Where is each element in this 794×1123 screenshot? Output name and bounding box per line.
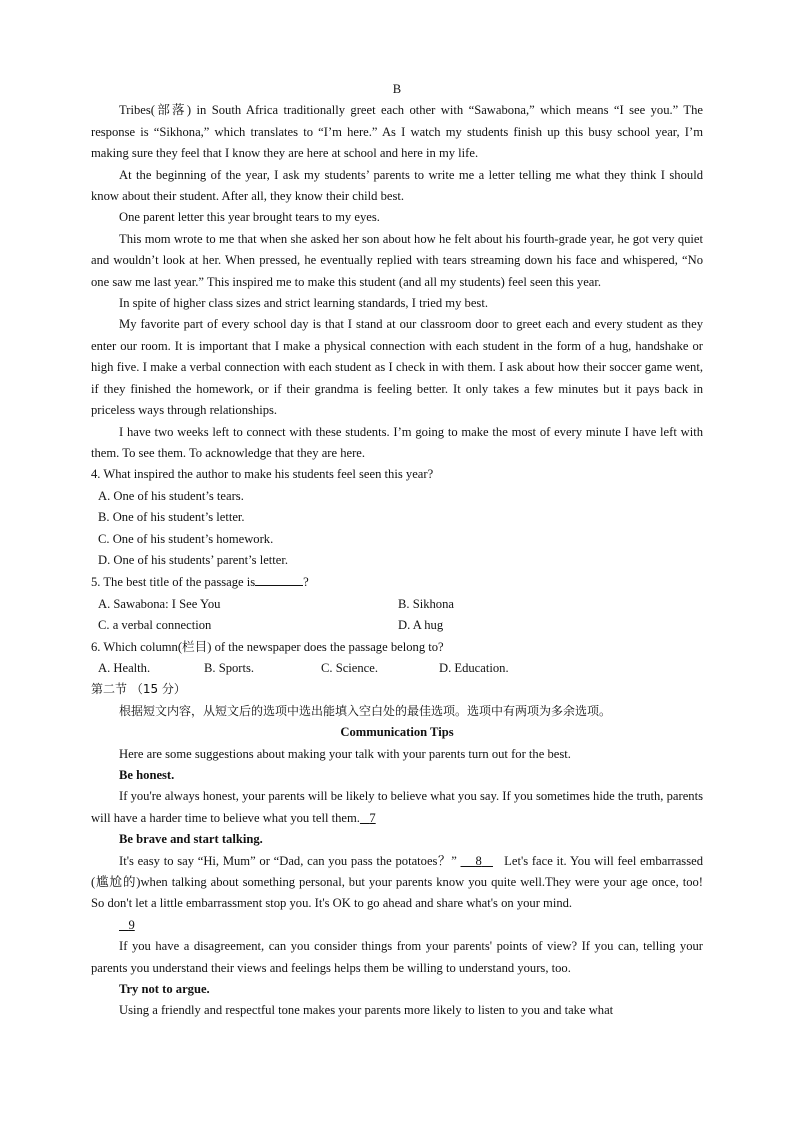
tip-2-text xyxy=(91,851,703,915)
tip-1-heading: Be honest. xyxy=(119,768,175,782)
question-6-options xyxy=(91,658,703,679)
passage-paragraph-1: Tribes(部落) in South Africa traditionally greet each other with “Sawabona,” which means “I see you.” The response is “Sikhona,” which translates to “I’m here.” As I watch my students finish up this busy school year, I’m making sure they feel that I know they are here at school and here in my life. xyxy=(91,103,703,161)
question-4-option-b: B. One of his student’s letter. xyxy=(98,510,245,525)
tip-2-body-b: Let's face it. You will feel embarrassed (尴尬的)when talking about something personal, but your parents know you quite well.They were your age once, too! So don't let a little embarrassment stop you. It's OK to go ahead and share what's on your mind. xyxy=(91,853,703,911)
question-6-option-d: D. Education. xyxy=(439,660,509,675)
passage-paragraph-2: At the beginning of the year, I ask my students’ parents to write me a letter telling me what they think I should know about their student. After all, they know their child best. xyxy=(91,167,703,204)
question-4-option-d: D. One of his students’ parent’s letter. xyxy=(98,552,289,567)
question-4-option-c: C. One of his student’s homework. xyxy=(98,531,274,546)
question-6-option-b: B. Sports. xyxy=(204,660,255,675)
passage-paragraph-6: My favorite part of every school day is that I stand at our classroom door to greet each and every student as they enter our room. It is important that I make a physical connection with each student in the form of a hug, handshake or high five. I make a verbal connection with each student as I check in with them. I ask about how their soccer game went, if they finished the homework, or if their grandma is feeling better. It only takes a few minutes but it pays back in priceless ways through relationships. xyxy=(91,317,703,418)
question-5-option-d: D. A hug xyxy=(398,618,444,633)
passage-paragraph-7: I have two weeks left to connect with these students. I’m going to make the most of every minute I have left with them. To see them. To acknowledge that they are here. xyxy=(91,424,703,460)
passage-title: Communication Tips xyxy=(340,725,454,740)
section-2-instruction: 根据短文内容，从短文后的选项中选出能填入空白处的最佳选项。选项中有两项为多余选项。 xyxy=(119,703,612,718)
question-5-stem-end: ? xyxy=(303,575,309,590)
blank-7 xyxy=(360,811,376,825)
question-6-option-c: C. Science. xyxy=(321,660,379,675)
tip-1-text xyxy=(91,786,703,829)
blank-8 xyxy=(461,854,493,868)
blank-8-number: 8 xyxy=(475,853,482,868)
blank-9 xyxy=(119,918,135,932)
question-4-option-a: A. One of his student’s tears. xyxy=(98,488,244,503)
tip-4-heading: Try not to argue. xyxy=(119,982,210,997)
tip-1-body: If you're always honest, your parents will be likely to believe what you say. If you sometimes hide the truth, parents will have a harder time to believe what you tell them. xyxy=(91,789,703,825)
question-5-option-a: A. Sawabona: I See You xyxy=(98,596,221,611)
question-5-option-b: B. Sikhona xyxy=(398,596,454,611)
question-5-blank xyxy=(255,571,303,586)
passage-intro: Here are some suggestions about making your talk with your parents turn out for the best. xyxy=(119,746,571,761)
question-6-option-a: A. Health. xyxy=(98,660,151,675)
question-5-row-2 xyxy=(91,615,703,636)
question-5-stem-text: 5. The best title of the passage is xyxy=(91,575,256,590)
blank-7-number: 7 xyxy=(369,810,376,825)
tip-2-body-a: It's easy to say “Hi, Mum” or “Dad, can you pass the potatoes？” xyxy=(119,853,457,868)
blank-9-line xyxy=(91,915,703,936)
blank-9-number: 9 xyxy=(128,917,135,932)
passage-paragraph-4: This mom wrote to me that when she asked her son about how he felt about his fourth-grade year, he got very quiet and wouldn’t look at her. When pressed, he eventually replied with tears streaming down his face and whispered, “No one saw me last year.” This inspired me to make this student (and all my students) feel seen this year. xyxy=(91,231,703,289)
question-5-option-c: C. a verbal connection xyxy=(98,618,212,633)
passage-paragraph-3: One parent letter this year brought tears to my eyes. xyxy=(119,210,380,225)
question-6-stem: 6. Which column(栏目) of the newspaper does the passage belong to? xyxy=(91,639,444,654)
passage-paragraph-5: In spite of higher class sizes and strict learning standards, I tried my best. xyxy=(119,296,488,311)
question-5-stem xyxy=(91,571,703,593)
section-letter: B xyxy=(392,82,402,96)
tip-3-text: If you have a disagreement, can you consider things from your parents' points of view? If you can, telling your parents you understand their views and feelings helps them be willing to understand yours, too. xyxy=(91,939,703,975)
tip-4-text: Using a friendly and respectful tone makes your parents more likely to listen to you and take what xyxy=(119,1003,614,1018)
question-5-row-1 xyxy=(91,594,703,615)
question-4-stem: 4. What inspired the author to make his students feel seen this year? xyxy=(91,467,434,482)
section-2-heading: 第二节 （15 分） xyxy=(91,682,186,697)
document-page xyxy=(91,79,703,1022)
tip-2-heading: Be brave and start talking. xyxy=(119,832,263,847)
